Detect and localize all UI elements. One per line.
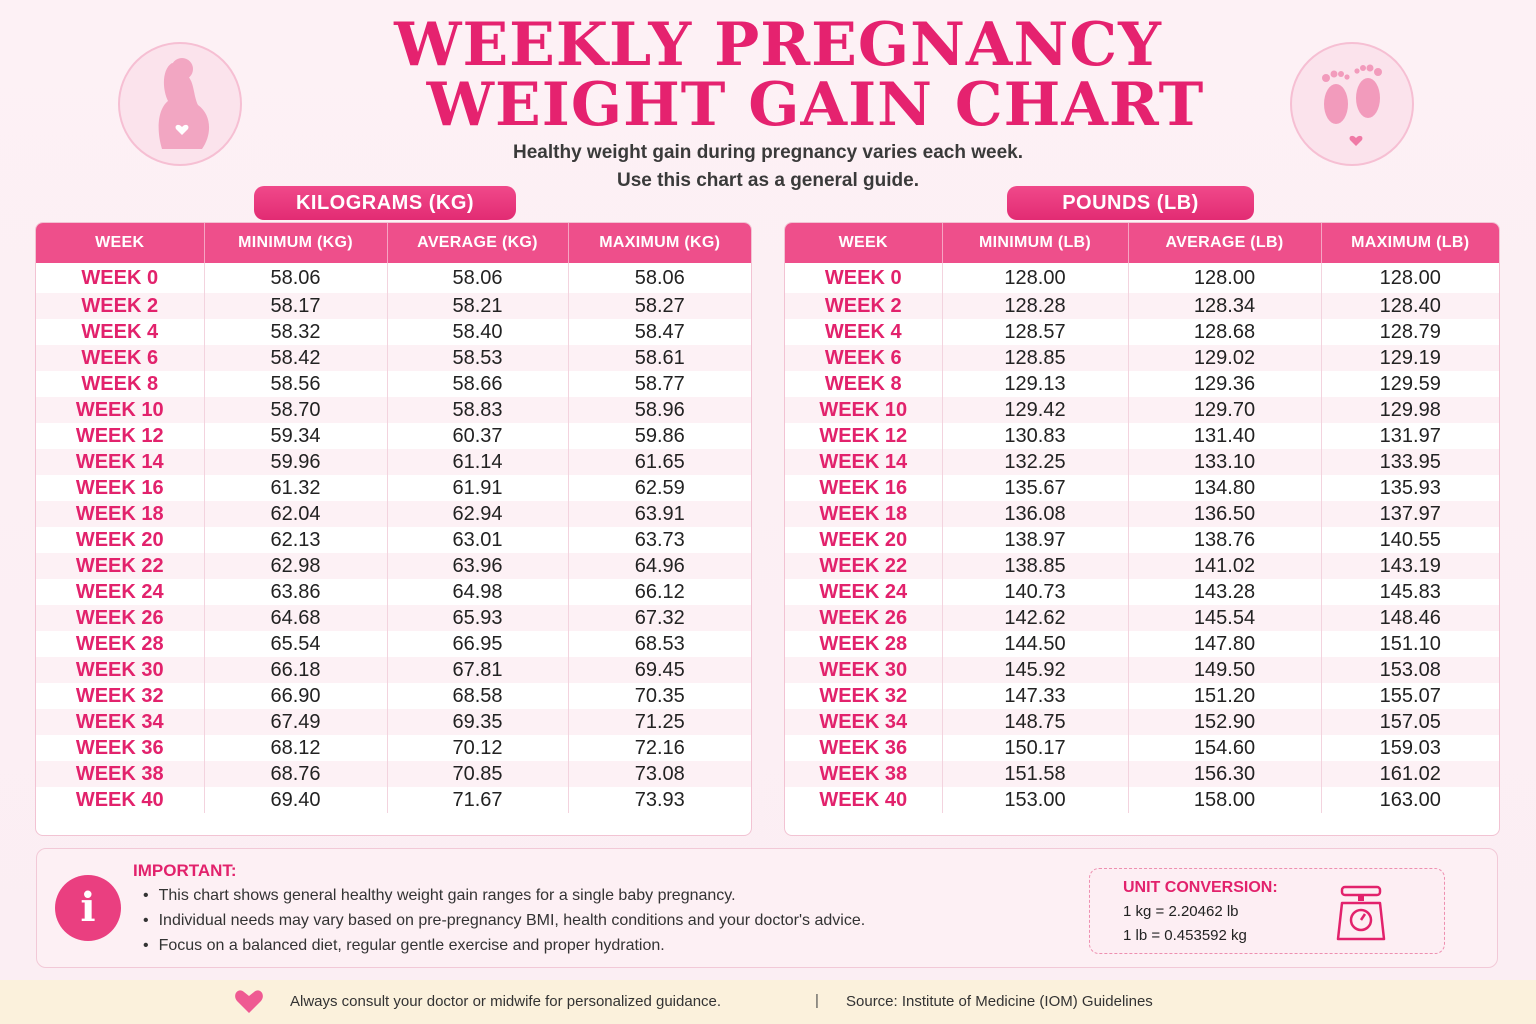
value-cell: 133.95 — [1321, 449, 1499, 475]
table-row — [36, 605, 751, 631]
week-cell: WEEK 18 — [36, 501, 204, 527]
value-cell: 145.92 — [942, 657, 1128, 683]
week-cell: WEEK 34 — [785, 709, 942, 735]
value-cell: 66.12 — [634, 580, 685, 603]
week-cell: WEEK 24 — [785, 579, 942, 605]
value-cell: 142.62 — [942, 605, 1128, 631]
table-row — [785, 605, 1499, 631]
page-title-line1: WEEKLY PREGNANCY — [394, 10, 1162, 80]
week-cell: WEEK 16 — [785, 475, 942, 501]
value-cell: 138.85 — [942, 553, 1128, 579]
value-cell: 73.93 — [634, 788, 685, 811]
week-cell: WEEK 2 — [785, 293, 942, 319]
table-row — [785, 501, 1499, 527]
value-cell: 58.61 — [568, 345, 751, 371]
table-row — [785, 293, 1499, 319]
value-cell: 59.96 — [204, 449, 387, 475]
value-cell: 58.06 — [204, 263, 387, 293]
value-cell: 61.91 — [387, 475, 568, 501]
week-cell: WEEK 10 — [36, 397, 204, 423]
important-list — [143, 883, 865, 958]
value-cell: 128.00 — [942, 263, 1128, 293]
value-cell: 163.00 — [1379, 788, 1441, 811]
week-cell: WEEK 20 — [36, 527, 204, 553]
value-cell: 153.08 — [1321, 657, 1499, 683]
table-row — [785, 475, 1499, 501]
table-row — [36, 631, 751, 657]
value-cell: 145.83 — [1379, 580, 1441, 603]
value-cell: 128.68 — [1128, 319, 1321, 345]
value-cell: 135.93 — [1379, 476, 1441, 499]
value-cell: 66.18 — [204, 657, 387, 683]
value-cell: 71.67 — [387, 787, 568, 813]
value-cell: 63.96 — [387, 553, 568, 579]
week-cell: WEEK 8 — [785, 371, 942, 397]
lb-table — [784, 222, 1500, 836]
value-cell: 73.08 — [568, 761, 751, 787]
value-cell: 129.13 — [942, 371, 1128, 397]
column-header: MINIMUM (KG) — [204, 223, 387, 263]
conversion-kg-to-lb: 1 kg = 2.20462 lb — [1123, 903, 1239, 920]
week-cell: WEEK 4 — [785, 319, 942, 345]
table-row — [785, 631, 1499, 657]
week-cell: WEEK 12 — [36, 423, 204, 449]
table-row — [36, 761, 751, 787]
column-header: MINIMUM (LB) — [942, 223, 1128, 263]
column-header: WEEK — [785, 223, 942, 263]
week-cell: WEEK 26 — [36, 605, 204, 631]
value-cell: 143.28 — [1128, 579, 1321, 605]
week-cell: WEEK 38 — [36, 761, 204, 787]
value-cell: 58.40 — [387, 319, 568, 345]
value-cell: 161.02 — [1321, 761, 1499, 787]
value-cell: 58.47 — [634, 320, 685, 343]
table-row — [36, 475, 751, 501]
value-cell: 138.76 — [1128, 527, 1321, 553]
subtitle-line2: Use this chart as a general guide. — [617, 170, 919, 191]
value-cell: 134.80 — [1128, 475, 1321, 501]
week-cell: WEEK 36 — [36, 735, 204, 761]
value-cell: 58.56 — [204, 371, 387, 397]
footer-source: Source: Institute of Medicine (IOM) Guidelines — [846, 993, 1153, 1010]
table-row — [785, 397, 1499, 423]
value-cell: 153.00 — [942, 787, 1128, 813]
table-row — [785, 449, 1499, 475]
value-cell: 138.97 — [942, 527, 1128, 553]
value-cell: 158.00 — [1128, 787, 1321, 813]
table-row — [36, 263, 751, 293]
table-row — [785, 657, 1499, 683]
value-cell: 62.04 — [204, 501, 387, 527]
subtitle-line1: Healthy weight gain during pregnancy varies each week. — [513, 142, 1023, 163]
week-cell: WEEK 28 — [785, 631, 942, 657]
table-row — [785, 263, 1499, 293]
value-cell: 59.34 — [204, 423, 387, 449]
table-row — [785, 709, 1499, 735]
table-row — [36, 657, 751, 683]
table-row — [36, 293, 751, 319]
value-cell: 58.06 — [387, 263, 568, 293]
value-cell: 64.98 — [387, 579, 568, 605]
week-cell: WEEK 20 — [785, 527, 942, 553]
value-cell: 150.17 — [942, 735, 1128, 761]
value-cell: 132.25 — [942, 449, 1128, 475]
page-title-line2: WEIGHT GAIN CHART — [426, 70, 1205, 140]
value-cell: 72.16 — [634, 736, 685, 759]
column-header: AVERAGE (LB) — [1128, 223, 1321, 263]
value-cell: 58.70 — [204, 397, 387, 423]
week-cell: WEEK 18 — [785, 501, 942, 527]
week-cell: WEEK 6 — [785, 345, 942, 371]
lb-section-label: POUNDS (LB) — [1007, 186, 1254, 220]
column-header: AVERAGE (KG) — [387, 223, 568, 263]
value-cell: 63.73 — [634, 528, 685, 551]
conversion-lb-to-kg: 1 lb = 0.453592 kg — [1123, 927, 1247, 944]
table-row — [785, 761, 1499, 787]
week-cell: WEEK 22 — [785, 553, 942, 579]
value-cell: 135.67 — [942, 475, 1128, 501]
week-cell: WEEK 24 — [36, 579, 204, 605]
value-cell: 68.76 — [204, 761, 387, 787]
week-cell: WEEK 2 — [36, 293, 204, 319]
value-cell: 65.93 — [387, 605, 568, 631]
value-cell: 63.01 — [387, 527, 568, 553]
week-cell: WEEK 14 — [36, 449, 204, 475]
value-cell: 145.54 — [1128, 605, 1321, 631]
table-row — [36, 683, 751, 709]
value-cell: 156.30 — [1128, 761, 1321, 787]
value-cell: 63.86 — [204, 579, 387, 605]
week-cell: WEEK 10 — [785, 397, 942, 423]
table-row — [785, 553, 1499, 579]
week-cell: WEEK 36 — [785, 735, 942, 761]
table-row — [36, 345, 751, 371]
value-cell: 68.53 — [634, 632, 685, 655]
unit-conversion-box — [1089, 868, 1445, 954]
value-cell: 128.85 — [942, 345, 1128, 371]
table-row — [785, 527, 1499, 553]
value-cell: 128.00 — [1379, 266, 1441, 289]
value-cell: 154.60 — [1128, 735, 1321, 761]
value-cell: 149.50 — [1128, 657, 1321, 683]
value-cell: 157.05 — [1321, 709, 1499, 735]
value-cell: 58.53 — [387, 345, 568, 371]
value-cell: 159.03 — [1379, 736, 1441, 759]
kg-table — [35, 222, 752, 836]
value-cell: 58.21 — [387, 293, 568, 319]
footer-separator: | — [815, 992, 819, 1009]
week-cell: WEEK 14 — [785, 449, 942, 475]
value-cell: 144.50 — [942, 631, 1128, 657]
value-cell: 147.33 — [942, 683, 1128, 709]
table-row — [36, 449, 751, 475]
value-cell: 58.66 — [387, 371, 568, 397]
table-row — [785, 345, 1499, 371]
week-cell: WEEK 40 — [36, 787, 204, 813]
kg-table-header-row — [36, 223, 751, 263]
value-cell: 61.14 — [387, 449, 568, 475]
value-cell: 62.98 — [204, 553, 387, 579]
list-item: • This chart shows general healthy weight gain ranges for a single baby pregnancy. — [143, 883, 865, 908]
value-cell: 69.35 — [387, 709, 568, 735]
table-row — [36, 527, 751, 553]
table-row — [36, 579, 751, 605]
value-cell: 136.08 — [942, 501, 1128, 527]
value-cell: 58.83 — [387, 397, 568, 423]
value-cell: 69.45 — [568, 657, 751, 683]
important-notes-panel — [36, 848, 1498, 968]
value-cell: 66.95 — [387, 631, 568, 657]
value-cell: 151.20 — [1128, 683, 1321, 709]
value-cell: 140.73 — [942, 579, 1128, 605]
table-row — [36, 319, 751, 345]
value-cell: 129.98 — [1321, 397, 1499, 423]
value-cell: 66.90 — [204, 683, 387, 709]
value-cell: 62.13 — [204, 527, 387, 553]
value-cell: 67.49 — [204, 709, 387, 735]
value-cell: 61.32 — [204, 475, 387, 501]
value-cell: 62.59 — [634, 476, 685, 499]
value-cell: 58.32 — [204, 319, 387, 345]
table-row — [36, 371, 751, 397]
value-cell: 60.37 — [387, 423, 568, 449]
list-item: • Individual needs may vary based on pre-pregnancy BMI, health conditions and your doctor's advice. — [143, 908, 865, 933]
value-cell: 131.40 — [1128, 423, 1321, 449]
value-cell: 148.46 — [1321, 605, 1499, 631]
value-cell: 130.83 — [942, 423, 1128, 449]
table-row — [785, 735, 1499, 761]
table-row — [785, 423, 1499, 449]
week-cell: WEEK 38 — [785, 761, 942, 787]
column-header: MAXIMUM (LB) — [1321, 223, 1499, 263]
value-cell: 143.19 — [1321, 553, 1499, 579]
table-row — [785, 787, 1499, 813]
week-cell: WEEK 32 — [785, 683, 942, 709]
value-cell: 128.40 — [1321, 293, 1499, 319]
table-row — [36, 709, 751, 735]
week-cell: WEEK 6 — [36, 345, 204, 371]
value-cell: 69.40 — [204, 787, 387, 813]
value-cell: 58.96 — [568, 397, 751, 423]
week-cell: WEEK 12 — [785, 423, 942, 449]
value-cell: 129.02 — [1128, 345, 1321, 371]
value-cell: 63.91 — [568, 501, 751, 527]
value-cell: 137.97 — [1321, 501, 1499, 527]
kg-section-label: KILOGRAMS (KG) — [254, 186, 516, 220]
table-row — [785, 319, 1499, 345]
value-cell: 58.42 — [204, 345, 387, 371]
value-cell: 70.12 — [387, 735, 568, 761]
week-cell: WEEK 22 — [36, 553, 204, 579]
week-cell: WEEK 4 — [36, 319, 204, 345]
week-cell: WEEK 0 — [785, 263, 942, 293]
week-cell: WEEK 40 — [785, 787, 942, 813]
week-cell: WEEK 16 — [36, 475, 204, 501]
kitchen-scale-icon — [1336, 883, 1386, 948]
value-cell: 67.32 — [568, 605, 751, 631]
value-cell: 58.17 — [204, 293, 387, 319]
table-row — [36, 501, 751, 527]
footer-bar — [0, 980, 1536, 1024]
footer-advice: Always consult your doctor or midwife for personalized guidance. — [290, 993, 722, 1010]
important-heading: IMPORTANT: — [133, 861, 237, 880]
value-cell: 128.57 — [942, 319, 1128, 345]
table-row — [36, 397, 751, 423]
unit-conversion-title: UNIT CONVERSION: — [1123, 879, 1278, 896]
value-cell: 70.35 — [634, 684, 685, 707]
value-cell: 140.55 — [1379, 528, 1441, 551]
week-cell: WEEK 32 — [36, 683, 204, 709]
column-header: WEEK — [36, 223, 204, 263]
value-cell: 128.28 — [942, 293, 1128, 319]
value-cell: 68.12 — [204, 735, 387, 761]
value-cell: 64.96 — [568, 553, 751, 579]
value-cell: 58.06 — [634, 266, 685, 289]
value-cell: 131.97 — [1379, 424, 1441, 447]
week-cell: WEEK 30 — [785, 657, 942, 683]
lb-table-header-row — [785, 223, 1499, 263]
value-cell: 71.25 — [568, 709, 751, 735]
value-cell: 62.94 — [387, 501, 568, 527]
value-cell: 65.54 — [204, 631, 387, 657]
value-cell: 129.42 — [942, 397, 1128, 423]
table-row — [36, 423, 751, 449]
table-row — [36, 553, 751, 579]
week-cell: WEEK 30 — [36, 657, 204, 683]
table-row — [36, 735, 751, 761]
value-cell: 129.19 — [1321, 345, 1499, 371]
value-cell: 70.85 — [387, 761, 568, 787]
table-row — [785, 683, 1499, 709]
week-cell: WEEK 34 — [36, 709, 204, 735]
value-cell: 58.77 — [634, 372, 685, 395]
value-cell: 147.80 — [1128, 631, 1321, 657]
value-cell: 67.81 — [387, 657, 568, 683]
heart-icon — [234, 989, 264, 1020]
info-icon: i — [55, 875, 121, 941]
week-cell: WEEK 28 — [36, 631, 204, 657]
value-cell: 58.27 — [568, 293, 751, 319]
value-cell: 61.65 — [568, 449, 751, 475]
value-cell: 128.79 — [1379, 320, 1441, 343]
week-cell: WEEK 26 — [785, 605, 942, 631]
value-cell: 152.90 — [1128, 709, 1321, 735]
value-cell: 128.34 — [1128, 293, 1321, 319]
value-cell: 148.75 — [942, 709, 1128, 735]
value-cell: 128.00 — [1128, 263, 1321, 293]
value-cell: 136.50 — [1128, 501, 1321, 527]
value-cell: 129.59 — [1379, 372, 1441, 395]
week-cell: WEEK 8 — [36, 371, 204, 397]
value-cell: 151.58 — [942, 761, 1128, 787]
value-cell: 151.10 — [1379, 632, 1441, 655]
value-cell: 155.07 — [1379, 684, 1441, 707]
value-cell: 64.68 — [204, 605, 387, 631]
value-cell: 129.36 — [1128, 371, 1321, 397]
value-cell: 59.86 — [634, 424, 685, 447]
table-row — [785, 371, 1499, 397]
value-cell: 141.02 — [1128, 553, 1321, 579]
table-row — [785, 579, 1499, 605]
value-cell: 129.70 — [1128, 397, 1321, 423]
week-cell: WEEK 0 — [36, 263, 204, 293]
table-row — [36, 787, 751, 813]
list-item: • Focus on a balanced diet, regular gentle exercise and proper hydration. — [143, 933, 865, 958]
value-cell: 68.58 — [387, 683, 568, 709]
column-header: MAXIMUM (KG) — [568, 223, 751, 263]
value-cell: 133.10 — [1128, 449, 1321, 475]
